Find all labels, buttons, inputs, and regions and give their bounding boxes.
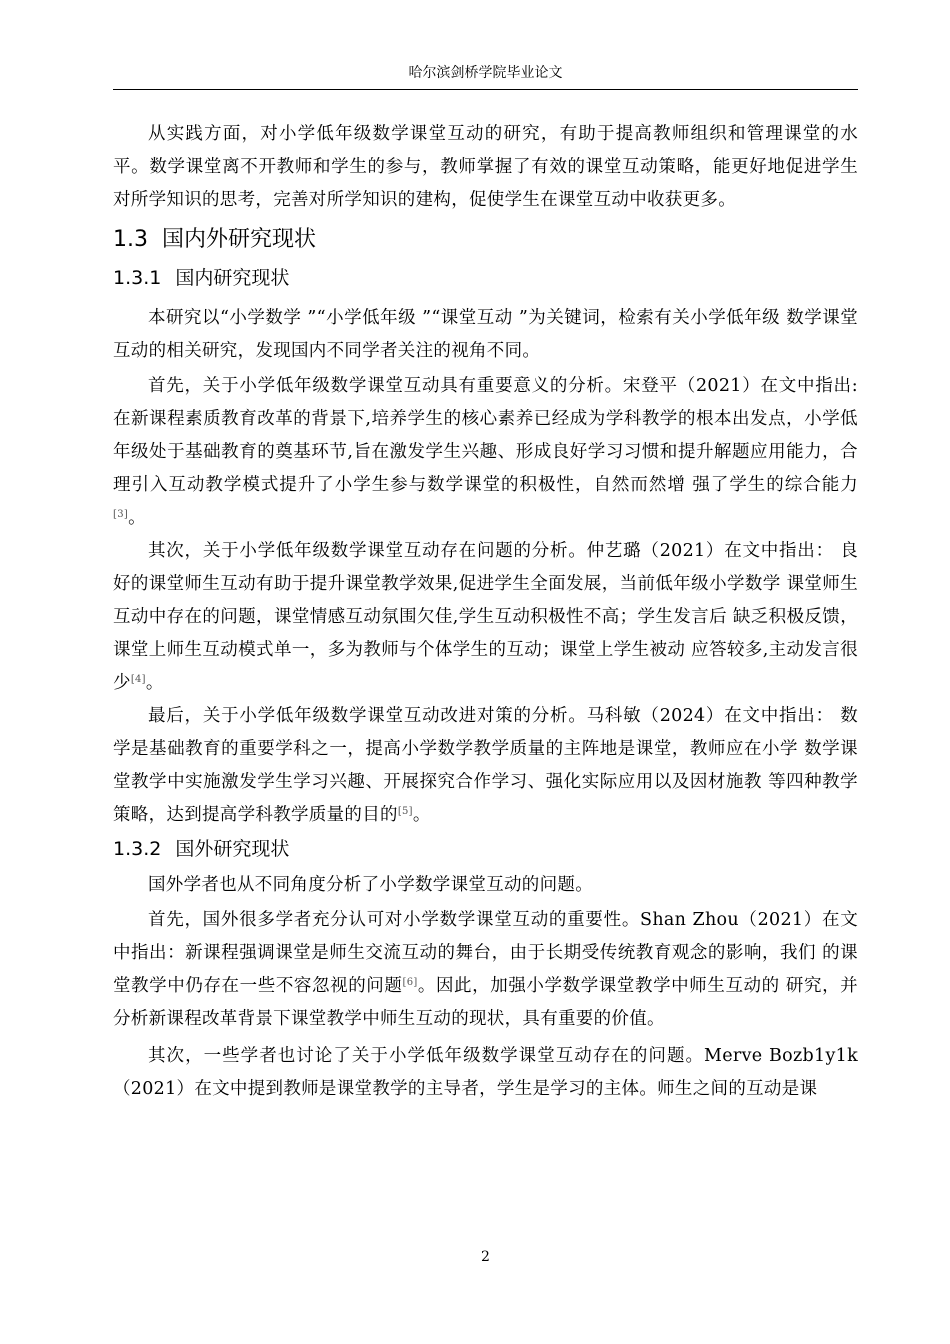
section-title: 国内外研究现状 (162, 227, 317, 252)
section-heading-1-3 (113, 228, 858, 252)
paragraph-domestic-intro: 本研究以“小学数学 ”“小学低年级 ”“课堂互动 ”为关键词，检索有关小学低年级 数学课堂互动的相关研究，发现国内不同学者关注的视角不同。 (113, 308, 858, 361)
citation-ref: [5] (397, 806, 413, 817)
citation-ref: [4] (130, 674, 146, 685)
citation-ref: [6] (402, 977, 418, 988)
paragraph-foreign-first (113, 904, 858, 1036)
section-title: 国外研究现状 (175, 838, 290, 860)
full-stop: 。 (128, 508, 146, 528)
paragraph-text: 。因此，加强小学数学课堂教学中师生互动的 研究，并分析新课程改革背景下课堂教学中师生互动的现状，具有重要的价值。 (113, 976, 858, 1029)
citation-ref: [3] (113, 509, 129, 520)
paragraph-text: 最后，关于小学低年级数学课堂互动改进对策的分析。马科敏（2024）在文中指出： 数学是基础教育的重要学科之一，提高小学数学教学质量的主阵地是课堂，教师应在小学 数学课堂教学中实施激发学生学习兴趣、开展探究合作学习、强化实际应用以及因材施教 等四种教学策略，达到提高学科教学质量的目的 (113, 706, 858, 825)
section-number: 1.3.2 (113, 838, 162, 860)
full-stop: 。 (412, 805, 431, 825)
section-number: 1.3 (113, 227, 148, 252)
header-rule (113, 89, 858, 90)
full-stop: 。 (145, 673, 164, 693)
section-heading-1-3-1 (113, 267, 858, 289)
paragraph-foreign-intro: 国外学者也从不同角度分析了小学数学课堂互动的问题。 (148, 875, 593, 895)
section-number: 1.3.1 (113, 267, 162, 289)
section-title: 国内研究现状 (175, 267, 290, 289)
page-number: 2 (481, 1249, 490, 1265)
paragraph-foreign-second: 其次，一些学者也讨论了关于小学低年级数学课堂互动存在的问题。Merve Bozb1y1k（2021）在文中提到教师是课堂教学的主导者，学生是学习的主体。师生之间的互动是课 (113, 1046, 858, 1099)
paragraph-text: 其次，关于小学低年级数学课堂互动存在问题的分析。仲艺璐（2021）在文中指出： 良好的课堂师生互动有助于提升课堂教学效果,促进学生全面发展，当前低年级小学数学 课堂师生互动中存在的问题，课堂情感互动氛围欠佳,学生互动积极性不高；学生发言后 缺乏积极反馈，课堂上师生互动模式单一，多为教师与个体学生的互动；课堂上学生被动 应答较多,主动发言很少 (113, 541, 858, 693)
paragraph-text: 首先，关于小学低年级数学课堂互动具有重要意义的分析。宋登平（2021）在文中指出:在新课程素质教育改革的背景下,培养学生的核心素养已经成为学科教学的根本出发点，小学低年级处于基础教育的奠基环节,旨在激发学生兴趣、形成良好学习习惯和提升解题应用能力，合理引入互动教学模式提升了小学生参与数学课堂的积极性，自然而然增 强了学生的综合能力 (113, 376, 858, 495)
paragraph-domestic-first (113, 370, 858, 535)
paragraph-domestic-last (113, 700, 858, 832)
paragraph-text: 首先，国外很多学者充分认可对小学数学课堂互动的重要性。Shan Zhou（2021）在文 中指出：新课程强调课堂是师生交流互动的舞台，由于长期受传统教育观念的影响，我们 的课堂教学中仍存在一些不容忽视的问题 (113, 910, 858, 996)
document-body (113, 118, 858, 1106)
section-heading-1-3-2 (113, 838, 858, 860)
page-header: 哈尔滨剑桥学院毕业论文 (408, 65, 563, 81)
paragraph-domestic-second (113, 535, 858, 700)
paragraph-practice: 从实践方面，对小学低年级数学课堂互动的研究，有助于提高教师组织和管理课堂的水平。数学课堂离不开教师和学生的参与，教师掌握了有效的课堂互动策略，能更好地促进学生对所学知识的思考，完善对所学知识的建构，促使学生在课堂互动中收获更多。 (113, 124, 858, 210)
